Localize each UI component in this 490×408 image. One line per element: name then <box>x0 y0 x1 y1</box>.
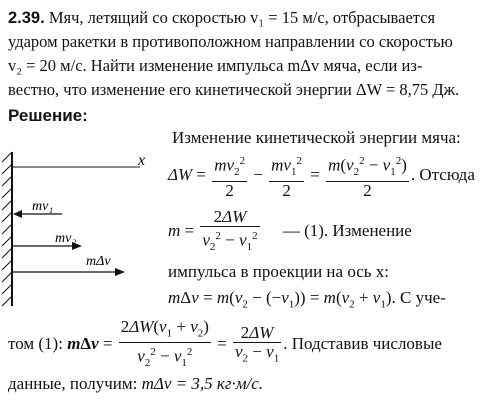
equation-1-tail: . Отсюда <box>410 164 475 184</box>
final-answer-line <box>8 374 263 394</box>
vector-mv1-arrowhead <box>13 210 22 218</box>
equation-2-label: — (1). Изменение <box>282 220 412 240</box>
equation-4-tail: . Подставив числовые <box>283 334 442 354</box>
equation-mass: m = $\frac{2\Delta W}{v_2^2 - v_1^2}$ — (1). Изменение <box>168 207 412 254</box>
problem-line-2: ударом ракетки в противоположном направлении со скоростью <box>8 32 453 51</box>
problem-number: 2.39. <box>8 9 45 27</box>
vector-mdv-label: mΔv <box>86 254 111 269</box>
final-value: mΔv = 3,5 кг·м/с. <box>141 374 264 393</box>
x-axis-label: x <box>138 152 146 169</box>
vector-mdv-arrowhead <box>115 268 125 276</box>
problem-statement <box>8 6 484 102</box>
solution-heading: Решение: <box>8 106 88 125</box>
vector-mv1-label: mv₁ <box>32 199 54 214</box>
projection-line: импульса в проекции на ось x: <box>168 262 390 281</box>
vector-mv2-label: mv₂ <box>55 231 77 246</box>
equation-3-tail: . С уче- <box>391 288 446 307</box>
equation-delta-w: ΔW = $\frac{mv_2^2}{2}$ − $\frac{mv_1^2}{2}$ = $\frac{m(v_2^2 - v_1^2)}{2}$ . Отсюда <box>168 152 475 200</box>
wall-hatching <box>2 152 12 306</box>
equation-momentum: $m\Delta v = m(v_2 - (-v_1)) = m(v_2 + v_1)$. С уче- <box>168 288 446 311</box>
final-text: данные, получим: <box>8 374 138 393</box>
equation-final: том (1): mΔv = $\frac{2\Delta W(v_1 + v_2)}{v_2^2 - v_1^2}$ = $\frac{2\Delta W}{v_2 - v_1}$ . Подставив числовые <box>8 317 442 370</box>
problem-line-4: вестно, что изменение его кинетической энергии ΔW = 8,75 Дж. <box>8 80 460 99</box>
problem-line-3: v₂ = 20 м/с. Найти изменение импульса mΔv мяча, если из- <box>8 56 423 75</box>
intro-text: Изменение кинетической энергии мяча: <box>172 128 461 147</box>
problem-line-1: Мяч, летящий со скоростью v₁ = 15 м/с, отбрасывается <box>48 8 436 27</box>
with-eq1-text: том (1): <box>8 334 63 354</box>
momentum-diagram <box>0 148 165 313</box>
